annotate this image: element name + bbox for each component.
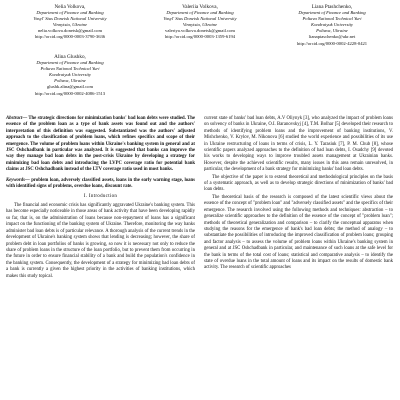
author-name: Nelia Volkova, [54,4,86,10]
keywords-lead: Keywords [6,177,25,183]
intro-paragraph: The financial and economic crisis has significantly aggravated Ukraine's banking system. This has become especially noticeable in those areas of bank activity that have been developing rapidly so far, that is, on the administration of loans because non-repayment of loans has a significant impact on the functioning of the banking system of Ukraine. Therefore, monitoring the way banks administer bad loan debts is of particular relevance. A thorough analysis of the current trends in the development of Ukraine's banking system shows that lending is decreasing; however, the share of problem debt in loan portfolios of banks is growing, so now it is necessary not only to reduce the share of problem loans in the structure of the loan portfolio, but to prevent them from occurring in the future in order to ensure financial stability of a bank and build the population's confidence in the banking system. Consequently, the development of a strategy for minimizing bad loan debts of a bank is currently a given the highest priority in the activities of banking institutions, which makes this study topical. [6,203,195,279]
body-columns [6,116,394,281]
author-university: Vasyl' Stus Donetsk National University [33,16,107,22]
author-department: Department of Finance and Banking [36,10,104,16]
abstract-text: — The strategic directions for minimization banks' bad loan debts were studied. The essence of the problem loan as a type of bank assets was found out and the authors' interpretation of this definition was suggested. Substantiated was the authors' adjusted approach to the classification of problem loans, which refines specifics and scope of their emergence. The volume of problem loans within Ukraine's banking system in general and at JSC Oshchadbank in particular was analyzed. It is suggested that banks can improve the way they manage bad loan debts in the post-crisis Ukraine by developing a strategy for minimizing bad loan debts and introducing the LVPC coverage ratio for potential bank claims at JSC Oshchadbank instead of the LTV coverage ratio used in most banks. [6,116,195,173]
author-block [6,4,394,114]
right-column [204,116,393,281]
author-card [8,54,132,97]
left-column [6,116,195,281]
section-heading: I. Introduction [83,194,118,200]
author-department: Department of Finance and Banking [298,10,366,16]
abstract [6,116,195,174]
objective-paragraph: The objective of the paper is to extend theoretical and methodological principles on the basis of a systematic approach, as well as to develop strategic directions of minimization of banks' bad loan debts. [204,174,393,193]
author-university: Poltava National Technical Yuri [40,66,100,72]
author-email: lianaptaschenko@ukr.net [308,34,356,40]
keywords-text: — problem loan, adversely classified assets, loans in the early warning stage, loans with identified signs of problems, overdue loans, discount rate. [6,177,195,190]
author-city: Poltava, Ukraine [316,28,348,34]
author-name: Liana Ptashchenko, [311,4,353,10]
author-orcid: http://orcid.org/0000-0003-3790-3636 [34,34,106,40]
author-name: Alina Glushko, [54,54,86,60]
author-card [270,4,394,47]
author-department: Department of Finance and Banking [166,10,234,16]
author-city: Poltava, Ukraine [54,78,86,84]
author-university-line2: Kondratyuk University [49,72,91,78]
methods-paragraph: The theoretical basis of the research is composed of the latest scientific views about the essence of the concept of "problem loan" and "adversely classified assets" and the specifics of their emergence. The research involved using the following methods and techniques: abstraction – to generalize scientific approaches to the definition of the essence of the concept of "problem loan"; methods of theoretical generalization and comparison – to clarify the conceptual apparatus when studying the reasons for the emergence of bank's bad loan debts; the method of analogy – to substantiate the possibilities of introducing the improved classification of problem loans; grouping and factor analysis – to assess the volume of problem loans within Ukraine's banking system in general and at JSC Oshchadbank in particular, and maintenance of such loans at the safe level for the bank in terms of the total cost of loans; statistical and comparative analysis – to identify the state of overdue loans in the total amount of loans and its impact on the results of domestic bank activity. The research of scientific approaches [204,194,393,271]
author-university: Poltava National Technical Yuri [302,16,362,22]
author-city: Vinnytsia, Ukraine [52,22,88,28]
body-paragraph: current state of banks' bad loan debts, A.V Oliynyk [3], who analyzed the impact of problem loans on solvency of banks in Ukraine, O.I. Baranovskyj [4], T.M. Bolhar [5] developed their research to methods of identifying problem loans and the improvement of banking institutions, V. Mishchenko, V. Krylov, M. Nikonova [6] studied the world experience and possibilities of its use in Ukraine restructuring of loans in terms of crisis, L. Y. Tarasiuk [7], P. M. Chub [8], whose scientific papers analyzed approaches to the definition of bad loan debts, I. Osadchy [9] devoted his works to developing ways to improve troubled assets management at Ukrainian banks. However, despite the achieved scientific results, many issues in this area remain unresolved, in particular, the development of a bank strategy for minimizing banks' bad loan debts. [204,116,393,173]
author-email: valeriya.volkova.donetsk@gmail.com [165,28,235,34]
author-orcid: http://orcid.org/0000-0002-4086-1513 [34,90,106,96]
author-orcid: http://orcid.org/0000-0003-1359-6194 [164,34,236,40]
keywords [6,178,195,191]
author-orcid: http://orcid.org/0000-0002-4228-0421 [296,40,368,46]
author-department: Department of Finance and Banking [36,60,104,66]
author-name: Valeriia Volkova, [182,4,218,10]
author-university-line2: Kondratyuk University [311,22,353,28]
author-card [138,4,262,41]
author-email: nelia.volkova.donetsk@gmail.com [37,28,103,34]
abstract-lead: Abstract [6,116,23,121]
author-city: Vinnytsia, Ukraine [182,22,218,28]
author-card [8,4,132,41]
author-email: glushk.alina@gmail.com [46,84,94,90]
author-university: Vasyl' Stus Donetsk National University [163,16,237,22]
